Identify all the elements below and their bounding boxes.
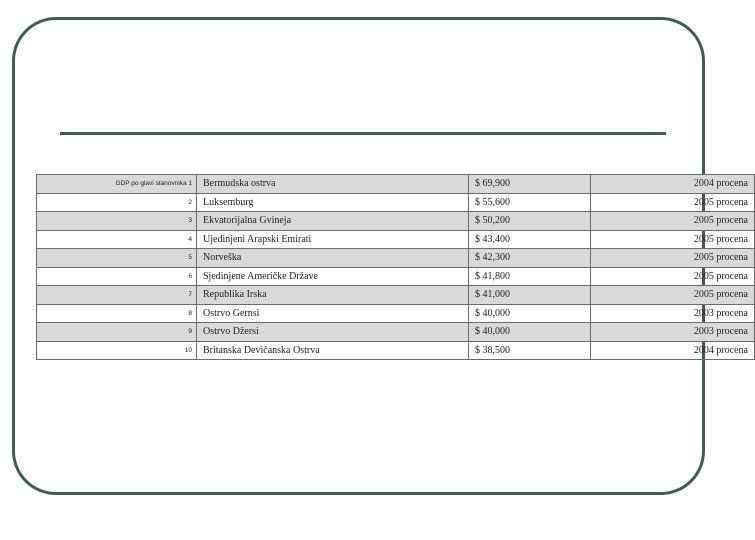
gdp-cell: $ 42,300 — [469, 249, 591, 268]
table-row — [37, 175, 755, 194]
gdp-cell: $ 38,500 — [469, 341, 591, 360]
year-cell: 2005 procena — [591, 267, 755, 286]
rank-cell: GDP po glavi stanovnika 1 — [37, 175, 197, 194]
title-divider — [60, 132, 666, 135]
year-cell: 2003 procena — [591, 304, 755, 323]
gdp-cell: $ 55,600 — [469, 193, 591, 212]
country-cell: Norveška — [197, 249, 469, 268]
gdp-cell: $ 40,000 — [469, 323, 591, 342]
country-cell: Luksemburg — [197, 193, 469, 212]
gdp-table — [36, 174, 755, 360]
country-cell: Ujedinjeni Arapski Emirati — [197, 230, 469, 249]
year-cell: 2005 procena — [591, 249, 755, 268]
country-cell: Ostrvo Džersi — [197, 323, 469, 342]
rank-cell: 8 — [37, 304, 197, 323]
country-cell: Ekvatorijalna Gvineja — [197, 212, 469, 231]
gdp-cell: $ 40,000 — [469, 304, 591, 323]
rank-cell: 4 — [37, 230, 197, 249]
year-cell: 2005 procena — [591, 286, 755, 305]
year-cell: 2005 procena — [591, 212, 755, 231]
table-row — [37, 193, 755, 212]
table-row — [37, 286, 755, 305]
country-cell: Sjedinjene Američke Države — [197, 267, 469, 286]
gdp-cell: $ 41,800 — [469, 267, 591, 286]
country-cell: Republika Irska — [197, 286, 469, 305]
gdp-cell: $ 50,200 — [469, 212, 591, 231]
table-row — [37, 267, 755, 286]
rank-cell: 3 — [37, 212, 197, 231]
country-cell: Britanska Devičanska Ostrva — [197, 341, 469, 360]
rank-cell: 9 — [37, 323, 197, 342]
rank-cell: 5 — [37, 249, 197, 268]
table-row — [37, 323, 755, 342]
gdp-cell: $ 41,000 — [469, 286, 591, 305]
country-cell: Ostrvo Gernsi — [197, 304, 469, 323]
table-row — [37, 249, 755, 268]
table-row — [37, 212, 755, 231]
year-cell: 2004 procena — [591, 341, 755, 360]
gdp-cell: $ 43,400 — [469, 230, 591, 249]
table-row — [37, 230, 755, 249]
year-cell: 2005 procena — [591, 230, 755, 249]
year-cell: 2003 procena — [591, 323, 755, 342]
year-cell: 2005 procena — [591, 193, 755, 212]
rank-cell: 6 — [37, 267, 197, 286]
rank-cell: 7 — [37, 286, 197, 305]
table-row — [37, 304, 755, 323]
table-row — [37, 341, 755, 360]
rank-cell: 2 — [37, 193, 197, 212]
country-cell: Bermudska ostrva — [197, 175, 469, 194]
year-cell: 2004 procena — [591, 175, 755, 194]
rank-cell: 10 — [37, 341, 197, 360]
gdp-cell: $ 69,900 — [469, 175, 591, 194]
gdp-table-body — [37, 175, 755, 360]
